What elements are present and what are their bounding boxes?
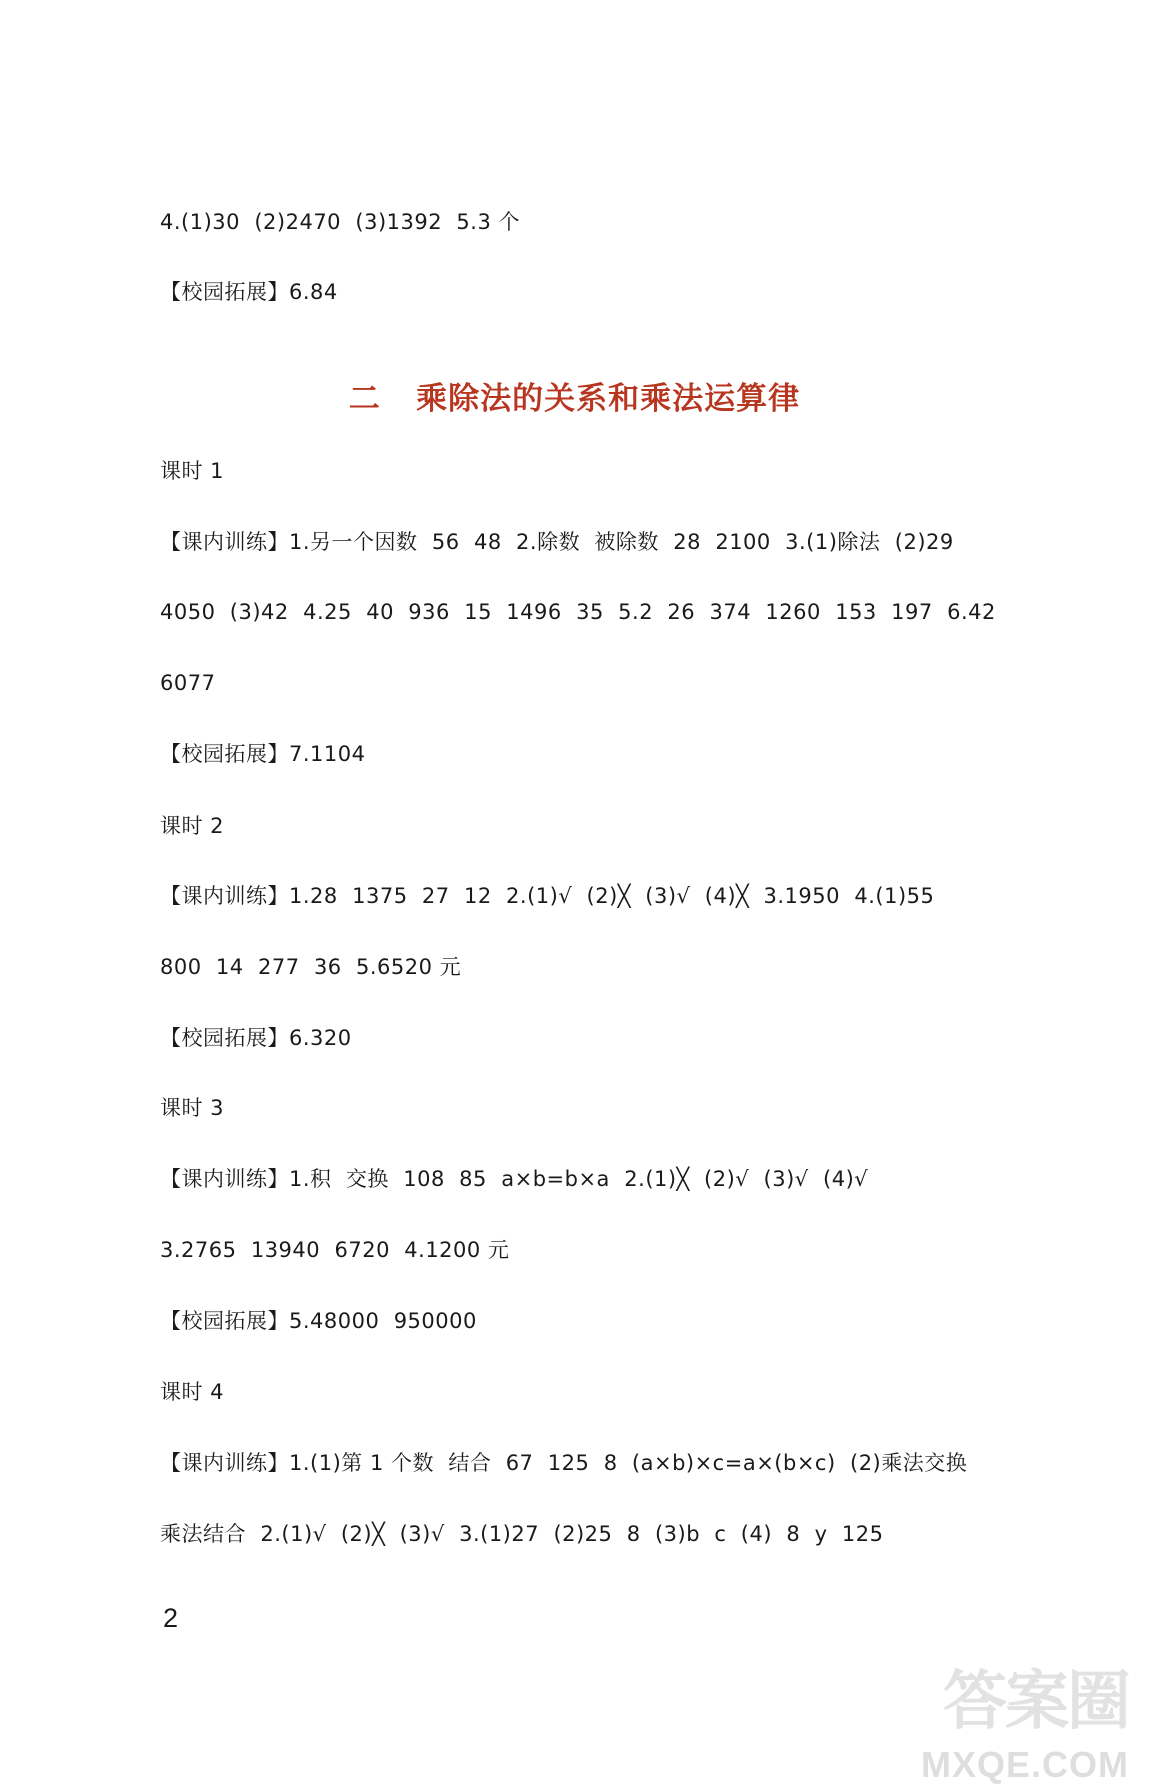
campus-extension-line: 【校园拓展】6.84 <box>160 280 338 304</box>
lesson-3-training-line-1: 【课内训练】1.积 交换 108 85 a×b=b×a 2.(1)╳ (2)√ (3)√ (4)√ <box>160 1167 869 1191</box>
lesson-2-training-line-1: 【课内训练】1.28 1375 27 12 2.(1)√ (2)╳ (3)√ (4)╳ 3.1950 4.(1)55 <box>160 884 935 908</box>
page-number: 2 <box>163 1603 179 1633</box>
lesson-1-training-line-1: 【课内训练】1.另一个因数 56 48 2.除数 被除数 28 2100 3.(1)除法 (2)29 <box>160 530 954 554</box>
lesson-1-campus-extension: 【校园拓展】7.1104 <box>160 742 366 766</box>
lesson-1-heading: 课时 1 <box>160 459 225 483</box>
lesson-3-campus-extension: 【校园拓展】5.48000 950000 <box>160 1309 477 1333</box>
watermark-site: MXQE.COM <box>920 1744 1129 1785</box>
lesson-2-training-line-2: 800 14 277 36 5.6520 元 <box>160 955 462 979</box>
lesson-3-training-line-2: 3.2765 13940 6720 4.1200 元 <box>160 1238 510 1262</box>
lesson-4-training-line-2: 乘法结合 2.(1)√ (2)╳ (3)√ 3.(1)27 (2)25 8 (3)b c (4) 8 y 125 <box>160 1522 884 1546</box>
lesson-3-heading: 课时 3 <box>160 1096 225 1120</box>
lesson-2-campus-extension: 【校园拓展】6.320 <box>160 1026 352 1050</box>
watermark-logo: 答案圈 <box>943 1665 1129 1739</box>
watermark <box>879 1656 1129 1786</box>
lesson-4-heading: 课时 4 <box>160 1380 225 1404</box>
lesson-2-heading: 课时 2 <box>160 814 225 838</box>
answer-line-continued: 4.(1)30 (2)2470 (3)1392 5.3 个 <box>160 210 521 234</box>
lesson-1-training-line-3: 6077 <box>160 671 216 695</box>
section-title: 二 乘除法的关系和乘法运算律 <box>348 381 801 417</box>
lesson-4-training-line-1: 【课内训练】1.(1)第 1 个数 结合 67 125 8 (a×b)×c=a×(b×c) (2)乘法交换 <box>160 1451 968 1475</box>
lesson-1-training-line-2: 4050 (3)42 4.25 40 936 15 1496 35 5.2 26 374 1260 153 197 6.42 <box>160 600 996 624</box>
